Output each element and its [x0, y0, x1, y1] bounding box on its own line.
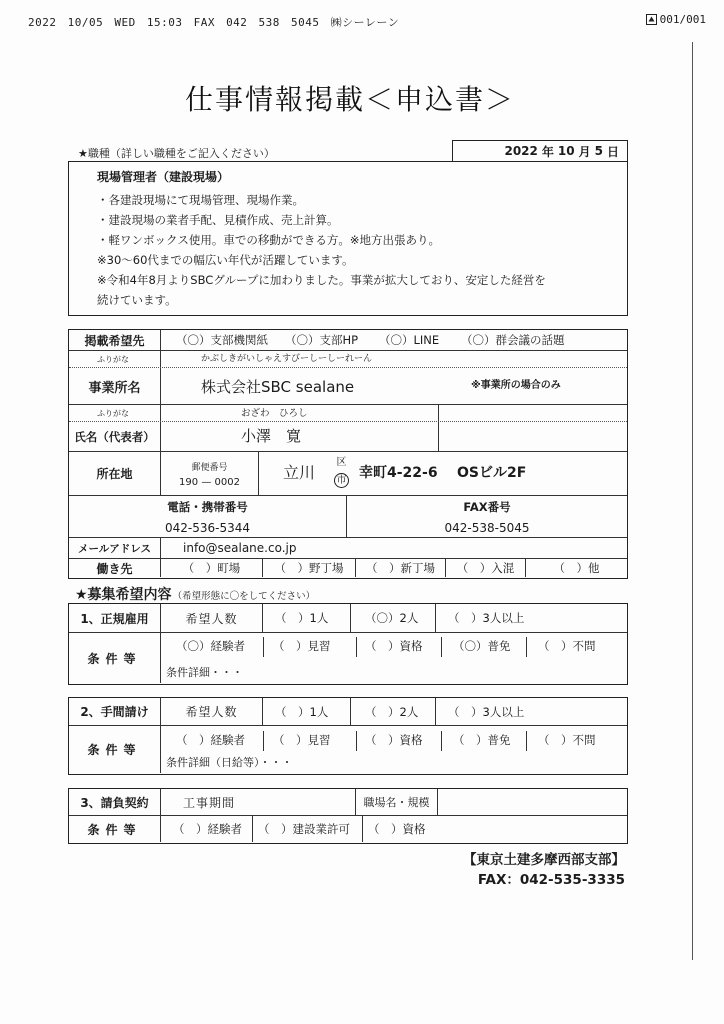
name-furigana-row [69, 405, 627, 422]
phone-value: 042-536-5344 [164, 520, 250, 535]
workplace-option-other: （ ）他 [553, 561, 600, 575]
company-name-row [69, 368, 627, 405]
option-divider [526, 731, 527, 751]
workplace-option-machiba: （ ）町場 [161, 559, 263, 577]
job-description-line: ・各建設現場にて現場管理、現場作業。 [97, 193, 304, 207]
name-furigana-label: ふりがな [69, 405, 161, 421]
condition-qualification: （ ）資格 [365, 639, 423, 653]
job-description-line: ※令和4年8月よりSBCグループに加わりました。事業が拡大しており、安定した経営を [97, 273, 546, 287]
city-option: 市 [334, 473, 349, 488]
headcount-row [69, 698, 627, 726]
fax-page-counter [646, 13, 706, 26]
publish-option-line: （〇）LINE [379, 333, 440, 347]
postal-code-label: 郵便番号 [191, 462, 228, 473]
date-day-unit: 日 [606, 144, 619, 159]
condition-no-requirement: （ ）不問 [538, 733, 596, 747]
page-title: 仕事情報掲載＜申込書＞ [184, 83, 515, 116]
branch-name: 【東京土建多摩西部支部】 [463, 852, 625, 868]
option-divider [526, 637, 527, 657]
condition-apprentice: （ ）見習 [273, 733, 331, 747]
conditions-details-label: 条件詳細（日給等）・・・ [166, 756, 293, 769]
condition-drivers-license: （ ）普免 [453, 733, 511, 747]
fax-transmission-header: 2022 10/05 WED 15:03 FAX 042 538 5045 ㈱シーレーン [28, 16, 400, 29]
address-label: 所在地 [69, 452, 161, 495]
workplace-option-shinchoba: （ ）新丁場 [356, 559, 446, 577]
scan-edge-line [692, 42, 693, 960]
postal-code-cell [161, 452, 259, 495]
option-divider [356, 731, 357, 751]
contact-number-row [69, 496, 627, 538]
address-city: 立川 [283, 463, 316, 482]
company-name-value: 株式会社SBC sealane [201, 378, 355, 396]
address-row [69, 452, 627, 496]
footer [463, 850, 625, 890]
condition-no-requirement: （ ）不問 [538, 639, 596, 653]
recruitment-heading-note: （希望形態に〇をしてください） [172, 591, 316, 602]
fax-cell [347, 496, 627, 537]
job-description-line: ・軽ワンボックス使用。車での移動ができる方。※地方出張あり。 [97, 233, 441, 247]
headcount-option-3plus: （ ）3人以上 [448, 611, 525, 625]
construction-period-label: 工事期間 [161, 789, 356, 815]
site-name-scale-label: 職場名・規模 [356, 789, 438, 815]
condition-qualification: （ ）資格 [365, 733, 423, 747]
conditions-label: 条件等 [69, 633, 161, 683]
email-label: メールアドレス [69, 538, 161, 558]
date-year-unit: 年 [541, 144, 554, 159]
headcount-option-1: （ ）1人 [263, 604, 351, 632]
address-street: 幸町4-22-6 [359, 465, 438, 481]
headcount-label: 希望人数 [161, 698, 263, 725]
contract-table [68, 788, 628, 844]
date-year: 2022 [504, 144, 538, 158]
condition-qualification: （ ）資格 [368, 822, 426, 836]
representative-name-row [69, 422, 627, 452]
publish-destination-row [69, 330, 627, 351]
condition-experienced: （〇）経験者 [176, 639, 245, 653]
workplace-label: 働き先 [69, 559, 161, 577]
job-title: 現場管理者（建設現場） [97, 170, 230, 184]
workplace-option-nochoba: （ ）野丁場 [263, 559, 356, 577]
section-label: 1、正規雇用 [69, 604, 161, 632]
option-divider [441, 637, 442, 657]
condition-experienced: （ ）経験者 [176, 733, 245, 747]
headcount-label: 希望人数 [161, 604, 263, 632]
conditions-row [69, 726, 627, 773]
date-month-unit: 月 [578, 144, 591, 159]
option-divider [356, 637, 357, 657]
ward-option: 区 [336, 457, 347, 468]
headcount-option-1: （ ）1人 [263, 698, 351, 725]
headcount-option-3plus: （ ）3人以上 [448, 704, 525, 719]
publish-option-branch-hp: （〇）支部HP [285, 333, 359, 347]
job-description-line: ・建設現場の業者手配、見積作成、売上計算。 [97, 213, 339, 227]
option-divider [441, 731, 442, 751]
headcount-row [69, 604, 627, 633]
job-description-line: ※30～60代までの幅広い年代が活躍しています。 [97, 253, 354, 267]
workplace-row [69, 559, 627, 577]
ward-city-selector [334, 456, 349, 488]
date-month: 10 [557, 144, 575, 158]
email-row [69, 538, 627, 559]
publish-option-group-meeting: （〇）群会議の話題 [461, 333, 565, 347]
representative-name-value: 小澤 寛 [241, 427, 302, 445]
conditions-row [69, 633, 627, 683]
email-value: info@sealane.co.jp [183, 541, 297, 555]
blank-cell [438, 405, 627, 421]
headcount-option-2: （ ）2人 [351, 698, 436, 725]
option-divider [263, 731, 264, 751]
recruitment-heading [75, 584, 315, 604]
contract-period-row [69, 789, 627, 816]
conditions-label: 条件等 [69, 726, 161, 773]
fax-mark-icon [646, 14, 657, 25]
postal-code-value: 190 — 0002 [179, 476, 240, 488]
address-building: OSビル2F [457, 465, 527, 481]
job-type-label: ★職種（詳しい職種をご記入ください） [78, 147, 275, 160]
job-description-line: 続けています。 [97, 293, 177, 307]
company-name-note: ※事業所の場合のみ [471, 380, 561, 391]
site-name-scale-value [438, 789, 627, 815]
application-date [452, 140, 628, 162]
company-furigana-row [69, 351, 627, 368]
conditions-row [69, 816, 627, 842]
company-furigana-label: ふりがな [69, 351, 161, 367]
condition-apprentice: （ ）見習 [273, 639, 331, 653]
section-label: 2、手間請け [69, 698, 161, 725]
condition-drivers-license: （〇）普免 [453, 639, 511, 653]
fax-label: FAX番号 [463, 499, 511, 514]
regular-employment-table [68, 603, 628, 685]
company-name-label: 事業所名 [69, 368, 161, 404]
workplace-option-irikomi: （ ）入混 [446, 559, 526, 577]
job-description-box [68, 161, 628, 316]
piecework-table [68, 697, 628, 775]
conditions-label: 条件等 [69, 816, 161, 842]
phone-cell [69, 496, 347, 537]
fax-page-number: 001/001 [659, 13, 706, 26]
name-furigana-value: おざわ ひろし [241, 408, 308, 419]
headcount-option-2: （〇）2人 [351, 604, 436, 632]
publish-option-branch-bulletin: （〇）支部機関紙 [176, 333, 268, 347]
representative-name-label: 氏名（代表者） [69, 422, 161, 451]
publish-destination-label: 掲載希望先 [69, 330, 161, 350]
blank-cell [438, 422, 627, 451]
company-furigana-value: かぶしきがいしゃえすびーしーしーれーん [201, 354, 373, 364]
branch-fax: FAX：042-535-3335 [477, 872, 625, 888]
conditions-details-label: 条件詳細・・・ [166, 666, 243, 679]
date-day: 5 [594, 144, 603, 158]
section-label: 3、請負契約 [69, 789, 161, 815]
condition-construction-license: （ ）建設業許可 [253, 816, 363, 842]
condition-experienced: （ ）経験者 [161, 816, 253, 842]
fax-value: 042-538-5045 [444, 520, 530, 535]
recruitment-heading-title: ★募集希望内容 [75, 587, 172, 603]
phone-label: 電話・携帯番号 [167, 499, 248, 514]
applicant-info-table [68, 329, 628, 579]
option-divider [263, 637, 264, 657]
